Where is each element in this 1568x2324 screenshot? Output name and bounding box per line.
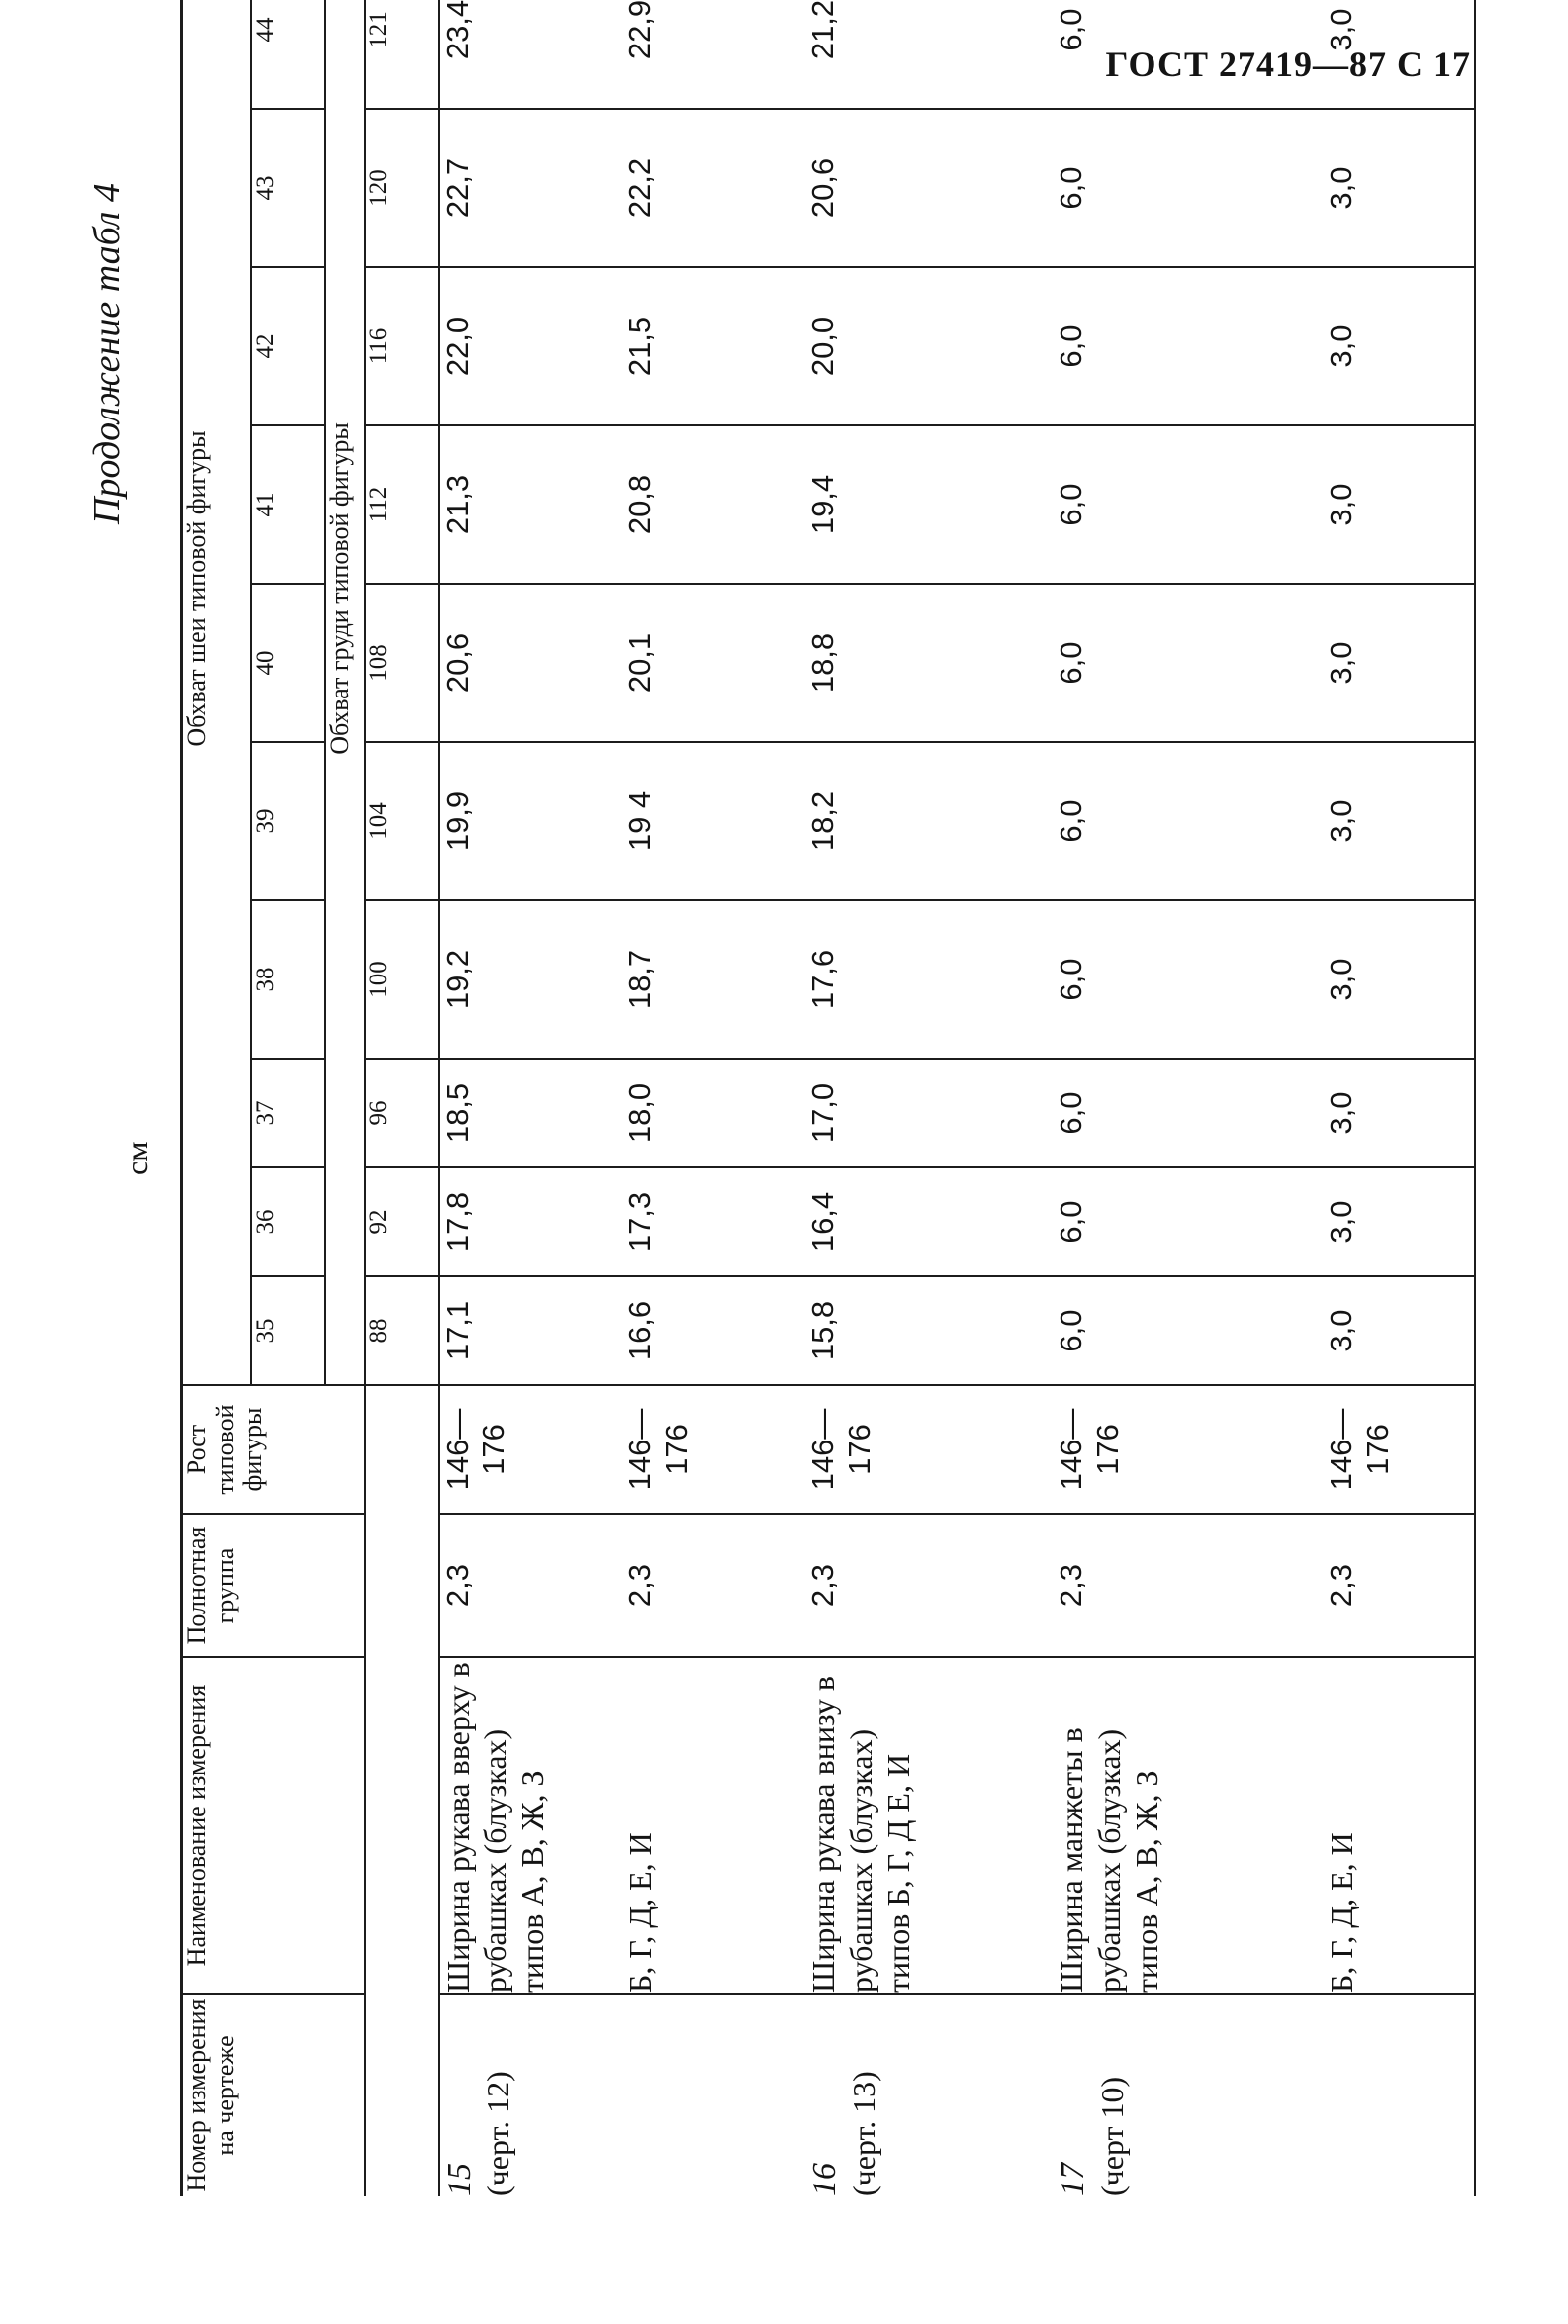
measure-name: Б, Г, Д, Е, И [622,1657,805,1994]
value-cell: 3,0 [1324,584,1475,742]
value-cell: 6,0 [1054,425,1324,584]
value-cell: 18,7 [622,900,805,1059]
value-cell: 6,0 [1054,1276,1324,1385]
value-cell: 3,0 [1324,109,1475,267]
value-cell: 3,0 [1324,1167,1475,1276]
value-cell: 15,8 [805,1276,1054,1385]
chest-size: 88 [365,1276,439,1385]
value-cell: 21,5 [622,267,805,425]
measure-number-cell [1324,1994,1475,2196]
value-cell: 3,0 [1324,742,1475,900]
neck-size: 35 [251,1276,325,1385]
table-body [439,0,1476,2196]
value-cell: 18,8 [805,584,1054,742]
neck-size: 38 [251,900,325,1059]
value-cell: 22,0 [439,267,622,425]
value-cell: 18,0 [622,1059,805,1167]
neck-size: 40 [251,584,325,742]
value-cell: 19,9 [439,742,622,900]
header-neck: Обхват шеи типовой фигуры [182,0,251,1385]
value-cell: 16,6 [622,1276,805,1385]
value-cell: 6,0 [1054,267,1324,425]
chest-size: 108 [365,584,439,742]
value-cell: 3,0 [1324,1059,1475,1167]
measure-number: 16 [806,2163,844,2196]
measure-number-cell [805,1994,1054,2196]
value-cell: 20,6 [805,109,1054,267]
neck-size: 42 [251,267,325,425]
value-cell: 6,0 [1054,109,1324,267]
value-cell: 22,9 [622,0,805,109]
value-cell: 20,8 [622,425,805,584]
neck-size: 37 [251,1059,325,1167]
fullness-group: 2,3 [1324,1514,1475,1657]
neck-size: 39 [251,742,325,900]
measure-name: Ширина манжеты в рубашках (блузках) типов А, В, Ж, З [1054,1657,1324,1994]
value-cell: 19,2 [439,900,622,1059]
measure-number-cell [622,1994,805,2196]
value-cell: 6,0 [1054,1059,1324,1167]
measure-number-cell [439,1994,622,2196]
figure-height: 146—176 [805,1385,1054,1514]
neck-size: 44 [251,0,325,109]
value-cell: 20,1 [622,584,805,742]
table-row [805,0,1054,2196]
fullness-group: 2,3 [805,1514,1054,1657]
value-cell: 3,0 [1324,267,1475,425]
value-cell: 3,0 [1324,0,1475,109]
chest-size: 120 [365,109,439,267]
header-height: Рост типовой фигуры [182,1385,365,1514]
value-cell: 17,0 [805,1059,1054,1167]
value-cell: 17,1 [439,1276,622,1385]
drawing-ref: (черт. 12) [479,2071,515,2196]
page-header: ГОСТ 27419—87 С 17 [1105,45,1471,84]
value-cell: 20,0 [805,267,1054,425]
figure-height: 146—176 [622,1385,805,1514]
value-cell: 18,2 [805,742,1054,900]
value-cell: 21,3 [439,425,622,584]
header-chest: Обхват груди типовой фигуры [325,0,365,1385]
measurements-table [180,0,1476,2196]
measure-name: Б, Г, Д, Е, И [1324,1657,1475,1994]
header-name: Наименование измерения [182,1657,365,1994]
measure-number: 17 [1055,2163,1092,2196]
neck-size: 36 [251,1167,325,1276]
value-cell: 22,2 [622,109,805,267]
chest-size: 100 [365,900,439,1059]
value-cell: 3,0 [1324,425,1475,584]
chest-size: 92 [365,1167,439,1276]
fullness-group: 2,3 [1054,1514,1324,1657]
neck-size: 43 [251,109,325,267]
value-cell: 20,6 [439,584,622,742]
value-cell: 19 4 [622,742,805,900]
neck-size: 41 [251,425,325,584]
measure-number-cell [1054,1994,1324,2196]
table-row [439,0,622,2196]
continuation-title: Продолжение табл 4 [86,183,128,524]
chest-size: 112 [365,425,439,584]
header-spacer [365,1385,439,2196]
value-cell: 6,0 [1054,1167,1324,1276]
drawing-ref: (черт 10) [1093,2076,1130,2196]
value-cell: 17,6 [805,900,1054,1059]
value-cell: 17,3 [622,1167,805,1276]
chest-size: 116 [365,267,439,425]
value-cell: 19,4 [805,425,1054,584]
value-cell: 16,4 [805,1167,1054,1276]
measure-name: Ширина рукава вверху в рубашках (блузках) типов А, В, Ж, З [439,1657,622,1994]
measure-number: 15 [440,2163,478,2196]
measure-name: Ширина рукава внизу в рубашках (блузках) типов Б, Г, Д Е, И [805,1657,1054,1994]
chest-size: 121 [365,0,439,109]
drawing-ref: (черт. 13) [845,2071,881,2196]
value-cell: 6,0 [1054,900,1324,1059]
figure-height: 146—176 [1324,1385,1475,1514]
chest-size: 96 [365,1059,439,1167]
value-cell: 6,0 [1054,0,1324,109]
value-cell: 6,0 [1054,742,1324,900]
value-cell: 21,2 [805,0,1054,109]
value-cell: 17,8 [439,1167,622,1276]
table-row [1324,0,1475,2196]
figure-height: 146—176 [1054,1385,1324,1514]
chest-size: 104 [365,742,439,900]
value-cell: 3,0 [1324,900,1475,1059]
value-cell: 6,0 [1054,584,1324,742]
value-cell: 23,4 [439,0,622,109]
header-measure-no: Номер измерения на чертеже [182,1994,365,2196]
header-group: Полнотная группа [182,1514,365,1657]
value-cell: 18,5 [439,1059,622,1167]
fullness-group: 2,3 [439,1514,622,1657]
table-row [1054,0,1324,2196]
figure-height: 146—176 [439,1385,622,1514]
table-row [622,0,805,2196]
fullness-group: 2,3 [622,1514,805,1657]
value-cell: 22,7 [439,109,622,267]
unit-label: см [119,1141,154,1175]
value-cell: 3,0 [1324,1276,1475,1385]
